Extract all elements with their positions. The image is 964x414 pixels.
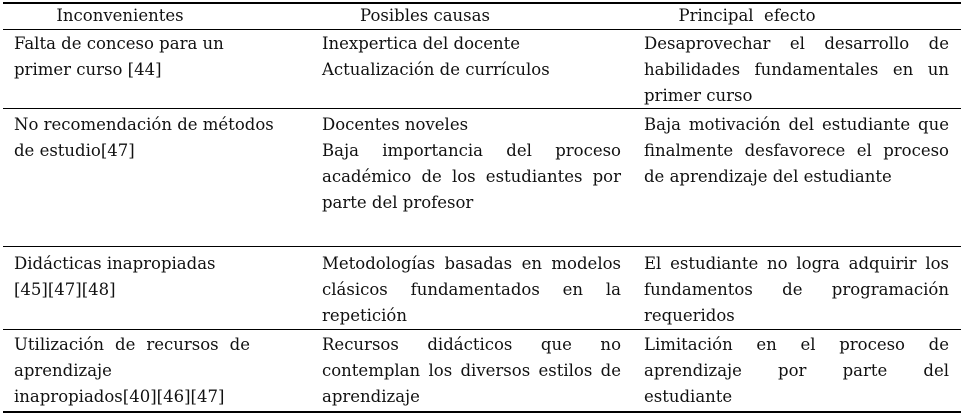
column-header-principal-efecto: Principal efecto (678, 6, 816, 25)
cell-inconveniente: No recomendación de métodos de estudio[47] (14, 115, 274, 160)
cause-line: Docentes noveles (322, 115, 469, 134)
cell-inconveniente: Falta de conceso para un primer curso [44] (14, 34, 224, 79)
cell-causas: Metodologías basadas en modelos clásicos fundamentados en la repetición (322, 254, 621, 325)
cell-causas (322, 31, 622, 83)
column-header-inconvenientes: Inconvenientes (56, 6, 184, 25)
table-row (0, 109, 964, 246)
cell-efecto: El estudiante no logra adquirir los fundamentos de programación requeridos (644, 254, 949, 325)
cell-efecto: Limitación en el proceso de aprendizaje por parte del estudiante (644, 335, 949, 406)
table-row (0, 330, 964, 412)
column-header-posibles-causas: Posibles causas (360, 6, 490, 25)
cell-efecto: Baja motivación del estudiante que finalmente desfavorece el proceso de aprendizaje del estudiante (644, 115, 949, 186)
cell-causas (322, 112, 621, 216)
cell-inconveniente: Didácticas inapropiadas [45][47][48] (14, 254, 216, 299)
cell-efecto: Desaprovechar el desarrollo de habilidades fundamentales en un primer curso (644, 34, 949, 105)
table-row (0, 247, 964, 329)
cell-inconveniente: Utilización de recursos de aprendizaje inapropiados[40][46][47] (14, 335, 250, 406)
cause-text: Baja importancia del proceso académico de los estudiantes por parte del profesor (322, 141, 621, 212)
cause-line: Actualización de currículos (322, 60, 550, 79)
cause-line: Inexpertica del docente (322, 34, 521, 53)
cell-causas: Recursos didácticos que no contemplan los diversos estilos de aprendizaje (322, 335, 621, 406)
table-row (0, 30, 964, 108)
